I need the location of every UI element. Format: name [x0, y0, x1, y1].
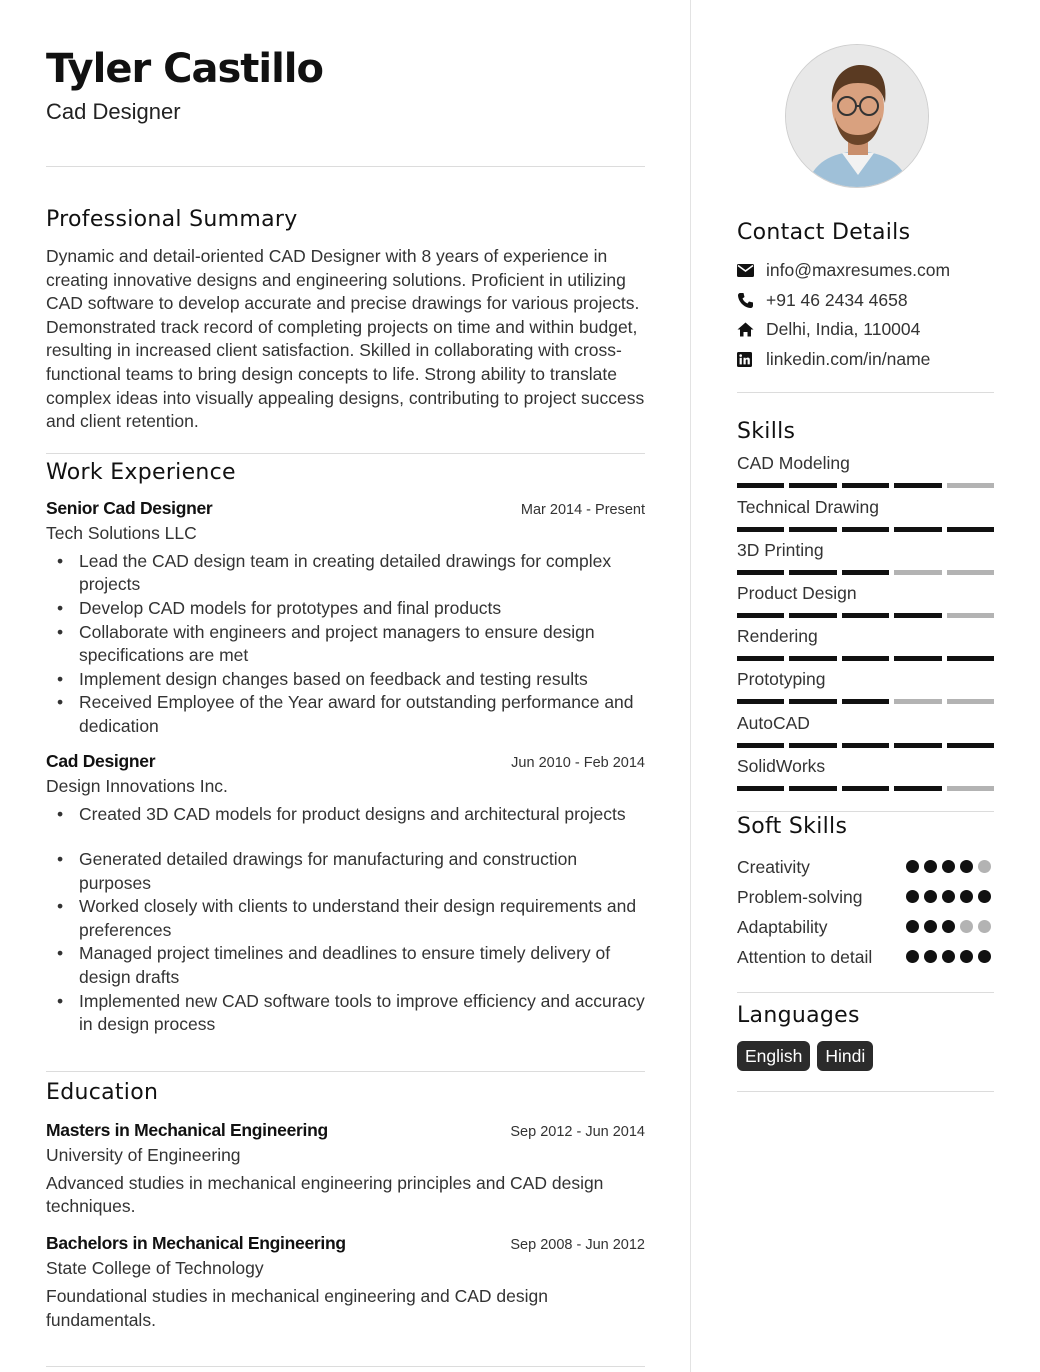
skill-level-segment	[737, 570, 784, 575]
rating-dot	[906, 920, 919, 933]
job-bullet: • Implemented new CAD software tools to improve efficiency and accuracy in design process	[46, 990, 645, 1037]
rating-dot	[942, 890, 955, 903]
rating-dot	[960, 860, 973, 873]
skill-level-segment	[737, 613, 784, 618]
skill-level-segment	[789, 743, 836, 748]
rating-dot	[960, 920, 973, 933]
contact-linkedin[interactable]	[737, 345, 994, 375]
sidebar-column	[737, 44, 994, 1092]
skill-name: 3D Printing	[737, 539, 824, 560]
contact-phone[interactable]	[737, 286, 994, 316]
rating-dot	[978, 860, 991, 873]
education-date: Sep 2012 - Jun 2014	[510, 1123, 645, 1140]
contact-phone-text: +91 46 2434 4658	[766, 289, 908, 310]
skill-level-segment	[842, 786, 889, 791]
education-header	[46, 1120, 645, 1141]
skill-level-segment	[737, 527, 784, 532]
job-bullet: • Develop CAD models for prototypes and final products	[46, 597, 645, 621]
education-description: Advanced studies in mechanical engineering principles and CAD design techniques.	[46, 1172, 604, 1217]
person-portrait-icon	[786, 45, 929, 188]
skill-level-segment	[894, 483, 941, 488]
job-bullet: • Collaborate with engineers and project managers to ensure design specifications are met	[46, 621, 645, 668]
job-bullet: • Created 3D CAD models for product designs and architectural projects	[46, 803, 645, 827]
education-heading: Education	[46, 1079, 159, 1105]
job-bullets	[46, 803, 645, 1037]
job-role: Senior Cad Designer	[46, 497, 213, 518]
soft-skill-name: Creativity	[737, 856, 810, 877]
skills-heading: Skills	[737, 419, 796, 445]
soft-skills-heading: Soft Skills	[737, 813, 848, 839]
skill-level-segment	[947, 570, 994, 575]
skill-level-bar	[737, 613, 994, 618]
skill-level-segment	[842, 656, 889, 661]
soft-skill-item	[737, 852, 994, 882]
rating-dot	[906, 890, 919, 903]
job-bullet: • Lead the CAD design team in creating detailed drawings for complex projects	[46, 550, 645, 597]
skill-level-bar	[737, 570, 994, 575]
soft-skills-list	[737, 852, 994, 972]
job-header	[46, 751, 645, 772]
skill-level-segment	[789, 483, 836, 488]
skill-level-segment	[789, 527, 836, 532]
skill-level-segment	[947, 743, 994, 748]
skill-name: Technical Drawing	[737, 496, 880, 517]
skill-name: AutoCAD	[737, 712, 810, 733]
job-bullet: • Implement design changes based on feedback and testing results	[46, 668, 645, 692]
skill-item	[737, 663, 994, 706]
soft-skill-rating	[906, 912, 994, 933]
soft-skill-item	[737, 882, 994, 912]
rating-dot	[942, 950, 955, 963]
work-divider	[46, 1071, 645, 1072]
school-name: University of Engineering	[46, 1144, 241, 1165]
skill-item	[737, 577, 994, 620]
languages-list	[737, 1041, 994, 1071]
skill-level-segment	[894, 743, 941, 748]
job-bullets	[46, 550, 645, 739]
skill-level-segment	[947, 656, 994, 661]
skill-level-segment	[947, 699, 994, 704]
summary-heading: Professional Summary	[46, 207, 298, 232]
rating-dot	[924, 890, 937, 903]
summary-divider	[46, 453, 645, 454]
skill-level-segment	[894, 656, 941, 661]
rating-dot	[978, 890, 991, 903]
skill-level-bar	[737, 656, 994, 661]
job-header	[46, 498, 645, 519]
languages-heading: Languages	[737, 1002, 860, 1028]
contact-address-text: Delhi, India, 110004	[766, 319, 921, 340]
skill-level-segment	[947, 613, 994, 618]
job-entry	[46, 751, 645, 1037]
degree-name: Bachelors in Mechanical Engineering	[46, 1233, 346, 1254]
skill-level-segment	[842, 570, 889, 575]
job-role: Cad Designer	[46, 750, 156, 771]
skill-level-segment	[789, 570, 836, 575]
rating-dot	[942, 920, 955, 933]
job-bullet: • Worked closely with clients to understand their design requirements and preferences	[46, 895, 645, 942]
skill-name: Rendering	[737, 626, 818, 647]
skill-name: CAD Modeling	[737, 453, 850, 474]
job-company: Tech Solutions LLC	[46, 522, 197, 543]
skill-item	[737, 750, 994, 793]
rating-dot	[906, 860, 919, 873]
soft-skill-item	[737, 942, 994, 972]
skill-level-segment	[947, 527, 994, 532]
soft-skill-name: Problem-solving	[737, 886, 863, 907]
candidate-name: Tyler Castillo	[46, 46, 323, 92]
rating-dot	[978, 950, 991, 963]
skill-level-segment	[947, 483, 994, 488]
profile-photo	[785, 44, 929, 188]
job-bullet: • Managed project timelines and deadlines to ensure timely delivery of design drafts	[46, 942, 645, 989]
job-entry	[46, 498, 645, 739]
skill-level-segment	[842, 743, 889, 748]
education-divider	[46, 1366, 645, 1367]
skill-level-segment	[894, 786, 941, 791]
skill-level-bar	[737, 743, 994, 748]
rating-dot	[906, 950, 919, 963]
school-name: State College of Technology	[46, 1258, 264, 1279]
home-icon	[737, 322, 766, 337]
rating-dot	[960, 890, 973, 903]
skill-level-segment	[737, 483, 784, 488]
skill-level-segment	[789, 613, 836, 618]
job-date: Jun 2010 - Feb 2014	[511, 754, 645, 771]
skill-name: Prototyping	[737, 669, 826, 690]
soft-skill-name: Adaptability	[737, 916, 828, 937]
job-bullet: • Received Employee of the Year award for outstanding performance and dedication	[46, 691, 645, 738]
skill-level-bar	[737, 483, 994, 488]
soft-skill-item	[737, 912, 994, 942]
rating-dot	[978, 920, 991, 933]
education-description: Foundational studies in mechanical engineering and CAD design fundamentals.	[46, 1286, 548, 1330]
candidate-title: Cad Designer	[46, 99, 181, 124]
education-header	[46, 1233, 645, 1254]
phone-icon	[737, 292, 766, 309]
skill-name: Product Design	[737, 582, 857, 603]
contact-email[interactable]	[737, 256, 994, 286]
skills-list	[737, 447, 994, 793]
soft-skill-rating	[906, 852, 994, 873]
linkedin-icon	[737, 352, 766, 367]
education-entry	[46, 1233, 645, 1332]
contact-email-text: info@maxresumes.com	[766, 260, 951, 281]
skill-item	[737, 620, 994, 663]
summary-text: Dynamic and detail-oriented CAD Designer with 8 years of experience in creating innovative designs and engineering solutions. Proficient in utilizing CAD software to develop accurate and precise drawings for various projects. Demonstrated track record of completing projects on time and within budget, resulting in increased client satisfaction. Skilled in collaborating with cross-functional teams to bring design concepts to life. Strong ability to translate complex ideas into visually appealing designs, contributing to project success and client retention.	[46, 246, 645, 432]
rating-dot	[924, 860, 937, 873]
skill-level-segment	[894, 570, 941, 575]
skill-level-bar	[737, 786, 994, 791]
skill-name: SolidWorks	[737, 755, 826, 776]
soft-skill-name: Attention to detail	[737, 946, 873, 967]
skill-item	[737, 707, 994, 750]
language-badge: English	[737, 1041, 810, 1071]
contact-divider	[737, 392, 994, 393]
skill-item	[737, 447, 994, 490]
skill-level-segment	[894, 699, 941, 704]
contact-address	[737, 315, 994, 345]
skill-level-segment	[842, 699, 889, 704]
email-icon	[737, 264, 766, 277]
skill-level-segment	[737, 786, 784, 791]
contact-linkedin-text: linkedin.com/in/name	[766, 349, 931, 370]
skill-level-segment	[789, 699, 836, 704]
soft-skill-rating	[906, 942, 994, 963]
skill-item	[737, 491, 994, 534]
skill-level-segment	[789, 656, 836, 661]
skill-item	[737, 534, 994, 577]
skill-level-bar	[737, 527, 994, 532]
skill-level-segment	[737, 743, 784, 748]
rating-dot	[942, 860, 955, 873]
rating-dot	[924, 950, 937, 963]
skill-level-segment	[947, 786, 994, 791]
languages-divider	[737, 1091, 994, 1092]
skill-level-segment	[789, 786, 836, 791]
skill-level-segment	[737, 699, 784, 704]
column-divider	[690, 0, 691, 1372]
soft-skills-divider	[737, 992, 994, 993]
contact-heading: Contact Details	[737, 220, 911, 245]
skill-level-segment	[894, 527, 941, 532]
rating-dot	[960, 950, 973, 963]
contact-list	[737, 256, 994, 374]
rating-dot	[924, 920, 937, 933]
job-bullet: • Generated detailed drawings for manufacturing and construction purposes	[46, 848, 645, 895]
education-entry	[46, 1120, 645, 1219]
skill-level-segment	[842, 613, 889, 618]
language-badge: Hindi	[817, 1041, 873, 1071]
soft-skill-rating	[906, 882, 994, 903]
job-date: Mar 2014 - Present	[520, 501, 645, 518]
skill-level-segment	[842, 527, 889, 532]
main-column	[46, 44, 645, 1367]
skill-level-bar	[737, 699, 994, 704]
skill-level-segment	[842, 483, 889, 488]
header-divider	[46, 166, 645, 167]
job-company: Design Innovations Inc.	[46, 775, 228, 796]
degree-name: Masters in Mechanical Engineering	[46, 1119, 328, 1140]
skill-level-segment	[894, 613, 941, 618]
education-date: Sep 2008 - Jun 2012	[510, 1237, 645, 1254]
skill-level-segment	[737, 656, 784, 661]
work-heading: Work Experience	[46, 459, 236, 485]
